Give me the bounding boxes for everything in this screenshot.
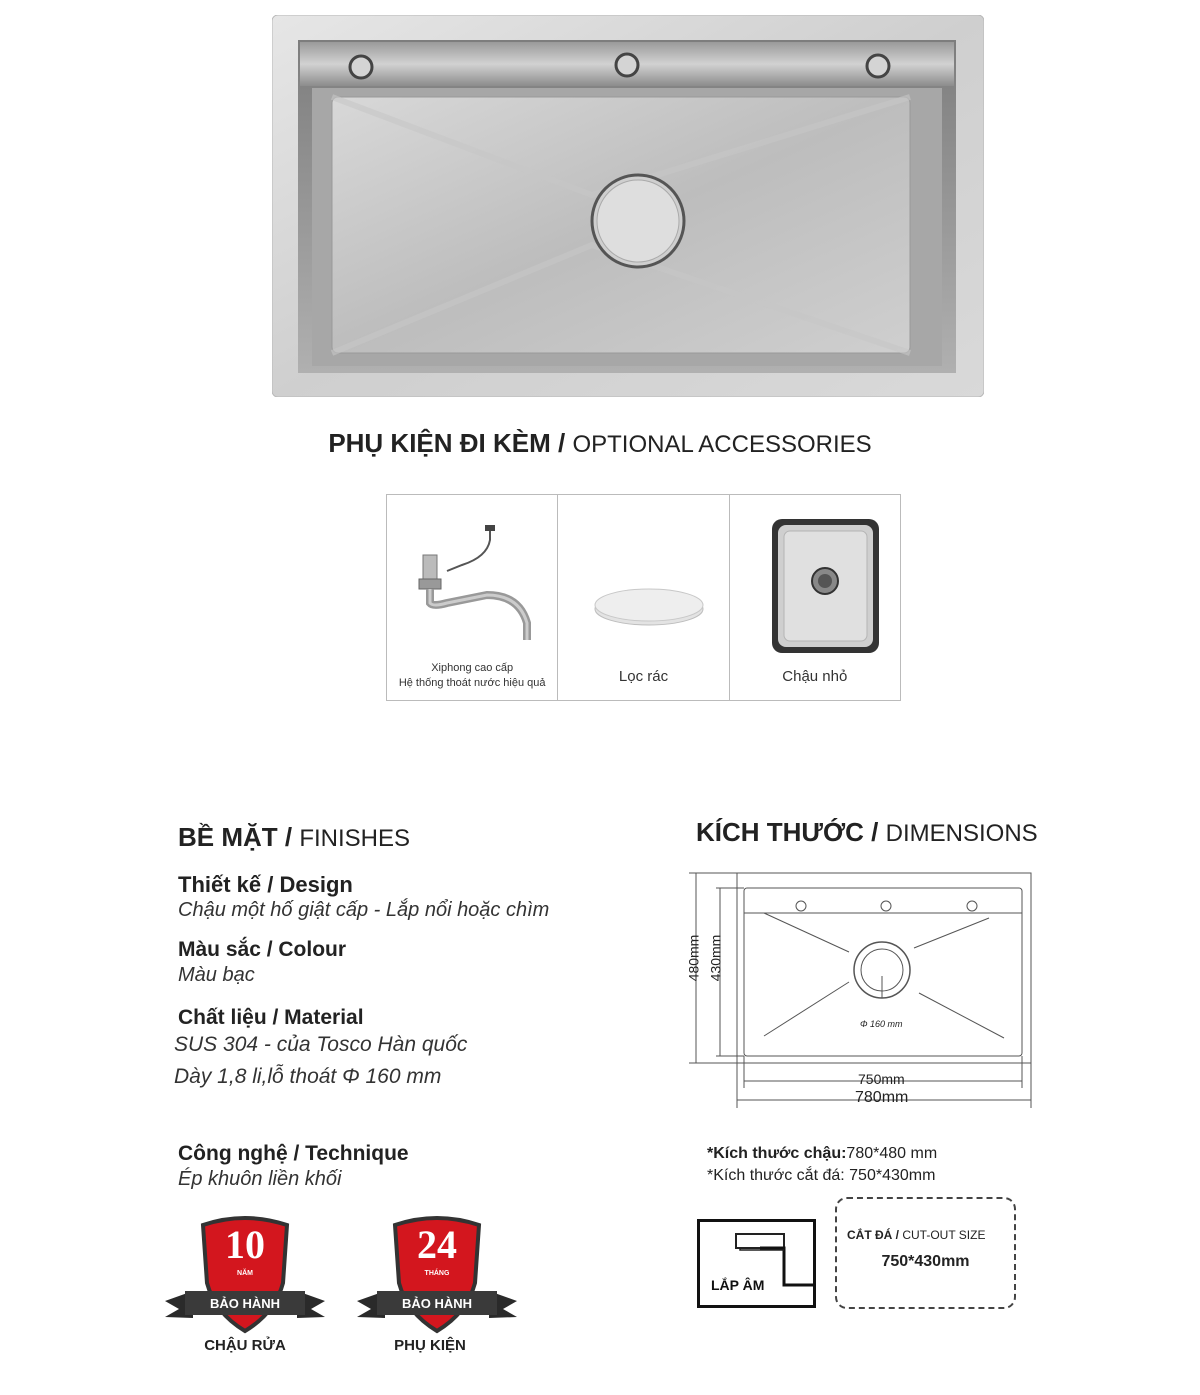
drain-label: Φ 160 mm <box>860 1019 903 1029</box>
finishes-title-bold: BỀ MẶT / <box>178 822 293 852</box>
badge-unit-thang: THÁNG <box>424 1270 450 1277</box>
cutout-value: 750*430mm <box>881 1253 970 1270</box>
siphon-image <box>387 495 557 655</box>
badge-number-24: 24 <box>417 1222 457 1267</box>
finishes-title <box>178 822 410 853</box>
sink-product-image <box>272 15 984 397</box>
badge-ribbon-2: BẢO HÀNH <box>401 1296 473 1311</box>
badge-number-10: 10 <box>225 1222 265 1267</box>
accessories-grid <box>386 494 901 701</box>
badge-caption-accessories: PHỤ KIỆN <box>394 1337 466 1354</box>
height-inner-label: 430mm <box>707 934 724 982</box>
width-inner-label: 750mm <box>858 1071 905 1087</box>
finishes-title-light: FINISHES <box>299 825 411 852</box>
height-outer-label: 480mm <box>685 934 702 982</box>
dimensions-title <box>696 817 1038 848</box>
accessories-title <box>0 428 1200 459</box>
dimensions-title-light: DIMENSIONS <box>885 820 1038 847</box>
badge-caption-sink: CHẬU RỬA <box>204 1337 286 1354</box>
height-inner-label-wrap <box>706 930 736 990</box>
accessory-siphon <box>387 495 558 700</box>
strainer-caption: Lọc rác <box>618 668 669 685</box>
warranty-badge-accessories <box>357 1213 517 1338</box>
mount-type-box <box>697 1219 816 1308</box>
accessory-strainer <box>558 495 729 700</box>
technique-value: Ép khuôn liền khối <box>178 1168 342 1190</box>
siphon-caption-2: Hệ thống thoát nước hiệu quả <box>398 677 546 689</box>
width-outer-label: 780mm <box>855 1089 909 1106</box>
badge-ribbon-1: BẢO HÀNH <box>209 1296 281 1311</box>
warranty-badge-sink <box>165 1213 325 1338</box>
dimensions-title-bold: KÍCH THƯỚC / <box>696 817 879 847</box>
accessory-small-bowl <box>730 495 900 700</box>
small-bowl-caption: Chậu nhỏ <box>782 668 848 685</box>
accessories-title-light: OPTIONAL ACCESSORIES <box>572 431 872 458</box>
material-label: Chất liệu / Material <box>178 1006 364 1029</box>
sink-size-note <box>707 1145 937 1163</box>
cutout-title-light: CUT-OUT SIZE <box>902 1228 986 1242</box>
design-label: Thiết kế / Design <box>178 872 353 897</box>
material-value-1: SUS 304 - của Tosco Hàn quốc <box>174 1033 468 1056</box>
mount-label: LẮP ÂM <box>711 1277 765 1293</box>
colour-value: Màu bạc <box>178 964 255 986</box>
cutout-title-bold: CẮT ĐÁ / <box>847 1228 899 1242</box>
colour-label: Màu sắc / Colour <box>178 938 347 961</box>
material-value-2: Dày 1,8 li,lỗ thoát Φ 160 mm <box>174 1065 442 1088</box>
siphon-caption-1: Xiphong cao cấp <box>431 662 514 674</box>
accessories-title-bold: PHỤ KIỆN ĐI KÈM / <box>328 428 566 458</box>
cutout-size-box <box>835 1197 1016 1309</box>
strainer-image <box>558 495 728 655</box>
technique-label: Công nghệ / Technique <box>178 1142 409 1165</box>
design-value: Chậu một hố giật cấp - Lắp nổi hoặc chìm <box>178 899 550 921</box>
sink-size-note-bold: *Kích thước chậu: <box>707 1145 847 1162</box>
badge-unit-nam: NĂM <box>237 1270 253 1277</box>
cut-size-note: *Kích thước cắt đá: 750*430mm <box>707 1167 936 1184</box>
cutout-title <box>847 1228 985 1242</box>
small-bowl-image <box>730 495 900 655</box>
sink-size-note-value: 780*480 mm <box>846 1145 938 1162</box>
